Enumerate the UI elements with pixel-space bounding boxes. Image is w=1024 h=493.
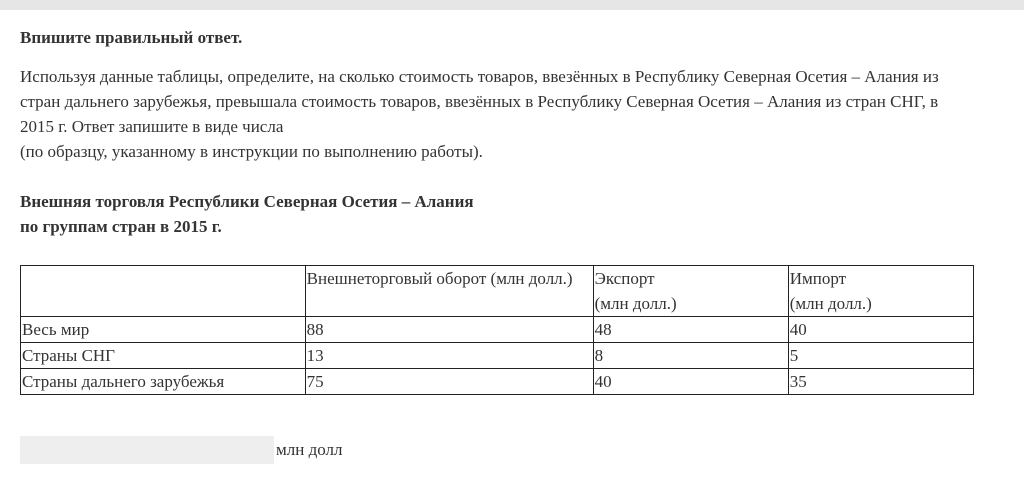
row-turnover: 13: [305, 343, 593, 369]
row-turnover: 88: [305, 317, 593, 343]
header-import-label: Импорт: [789, 269, 847, 288]
header-turnover: Внешнеторговый оборот (млн долл.): [305, 266, 593, 317]
answer-input[interactable]: [20, 436, 274, 464]
task-content: [20, 26, 1010, 459]
question-text: [20, 64, 1010, 164]
header-export-label: Экспорт: [594, 269, 655, 288]
table-row: [21, 369, 974, 395]
header-import: [788, 266, 973, 317]
top-bar: [0, 0, 1024, 10]
row-import: 5: [788, 343, 973, 369]
row-import: 40: [788, 317, 973, 343]
header-export: [593, 266, 788, 317]
question-line: (по образцу, указанному в инструкции по выполнению работы).: [20, 142, 483, 161]
row-export: 40: [593, 369, 788, 395]
header-import-unit: (млн долл.): [789, 294, 872, 313]
table-title: [20, 189, 1010, 239]
row-export: 8: [593, 343, 788, 369]
table-row: [21, 317, 974, 343]
row-name: Страны СНГ: [21, 343, 306, 369]
row-name: Страны дальнего зарубежья: [21, 369, 306, 395]
row-export: 48: [593, 317, 788, 343]
header-empty: [21, 266, 306, 317]
row-import: 35: [788, 369, 973, 395]
question-line: Используя данные таблицы, определите, на сколько стоимость товаров, ввезённых в Республику Северная Осетия – Алания из: [20, 67, 939, 86]
table-row: [21, 343, 974, 369]
table-header-row: [21, 266, 974, 317]
header-export-unit: (млн долл.): [594, 294, 677, 313]
question-line: 2015 г. Ответ запишите в виде числа: [20, 117, 284, 136]
table-title-line: по группам стран в 2015 г.: [20, 217, 222, 236]
table-title-line: Внешняя торговля Республики Северная Осетия – Алания: [20, 192, 474, 211]
question-line: стран дальнего зарубежья, превышала стоимость товаров, ввезённых в Республику Северная Осетия – Алания из стран СНГ, в: [20, 92, 939, 111]
row-name: Весь мир: [21, 317, 306, 343]
trade-table: [20, 265, 974, 395]
row-turnover: 75: [305, 369, 593, 395]
answer-row: [20, 436, 342, 464]
answer-unit: млн долл: [276, 440, 343, 459]
task-instruction: Впишите правильный ответ.: [20, 28, 243, 47]
